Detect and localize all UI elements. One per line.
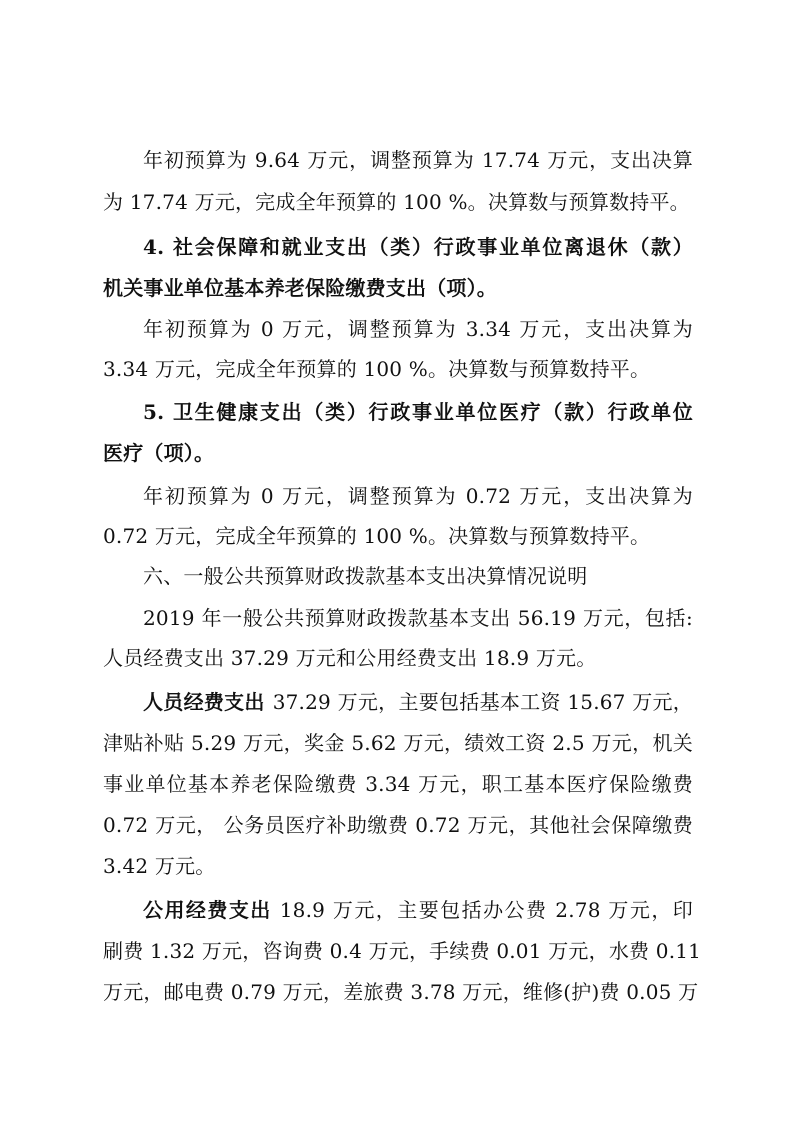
paragraph-line: 为 17.74 万元，完成全年预算的 100 %。决算数与预算数持平。 <box>103 190 690 214</box>
public-expense-line <box>143 890 693 930</box>
paragraph-line: 3.34 万元，完成全年预算的 100 %。决算数与预算数持平。 <box>103 357 651 381</box>
section-heading-4-cont: 机关事业单位基本养老保险缴费支出（项）。 <box>103 276 497 300</box>
personnel-expense-line <box>143 682 693 722</box>
paragraph-line: 津贴补贴 5.29 万元，奖金 5.62 万元，绩效工资 2.5 万元，机关 <box>103 731 693 755</box>
paragraph-line: 人员经费支出 37.29 万元和公用经费支出 18.9 万元。 <box>103 646 597 670</box>
personnel-expense-label: 人员经费支出 <box>143 690 265 714</box>
paragraph-line: 2019 年一般公共预算财政拨款基本支出 56.19 万元，包括: <box>143 606 693 630</box>
paragraph-line: 万元，邮电费 0.79 万元，差旅费 3.78 万元，维修(护)费 0.05 万 <box>103 980 699 1004</box>
paragraph-line: 刷费 1.32 万元，咨询费 0.4 万元，手续费 0.01 万元，水费 0.11 <box>103 939 702 963</box>
public-expense-label: 公用经费支出 <box>143 898 272 922</box>
section-heading-5: 5. 卫生健康支出（类）行政事业单位医疗（款）行政单位 <box>143 400 693 424</box>
public-expense-text: 18.9 万元，主要包括办公费 2.78 万元，印 <box>279 898 693 922</box>
paragraph-line: 3.42 万元。 <box>103 854 216 878</box>
paragraph-line: 年初预算为 0 万元，调整预算为 0.72 万元，支出决算为 <box>143 484 693 508</box>
personnel-expense-text: 37.29 万元，主要包括基本工资 15.67 万元， <box>272 690 694 714</box>
section-heading-6: 六、一般公共预算财政拨款基本支出决算情况说明 <box>143 564 588 588</box>
paragraph-line: 0.72 万元， 公务员医疗补助缴费 0.72 万元，其他社会保障缴费 <box>103 813 693 837</box>
paragraph-line: 事业单位基本养老保险缴费 3.34 万元，职工基本医疗保险缴费 <box>103 772 693 796</box>
paragraph-line: 0.72 万元，完成全年预算的 100 %。决算数与预算数持平。 <box>103 524 651 548</box>
paragraph-line: 年初预算为 0 万元，调整预算为 3.34 万元，支出决算为 <box>143 317 693 341</box>
section-heading-4: 4. 社会保障和就业支出（类）行政事业单位离退休（款） <box>143 235 693 259</box>
section-heading-5-cont: 医疗（项）。 <box>103 441 215 465</box>
paragraph-line: 年初预算为 9.64 万元，调整预算为 17.74 万元，支出决算 <box>143 148 693 172</box>
